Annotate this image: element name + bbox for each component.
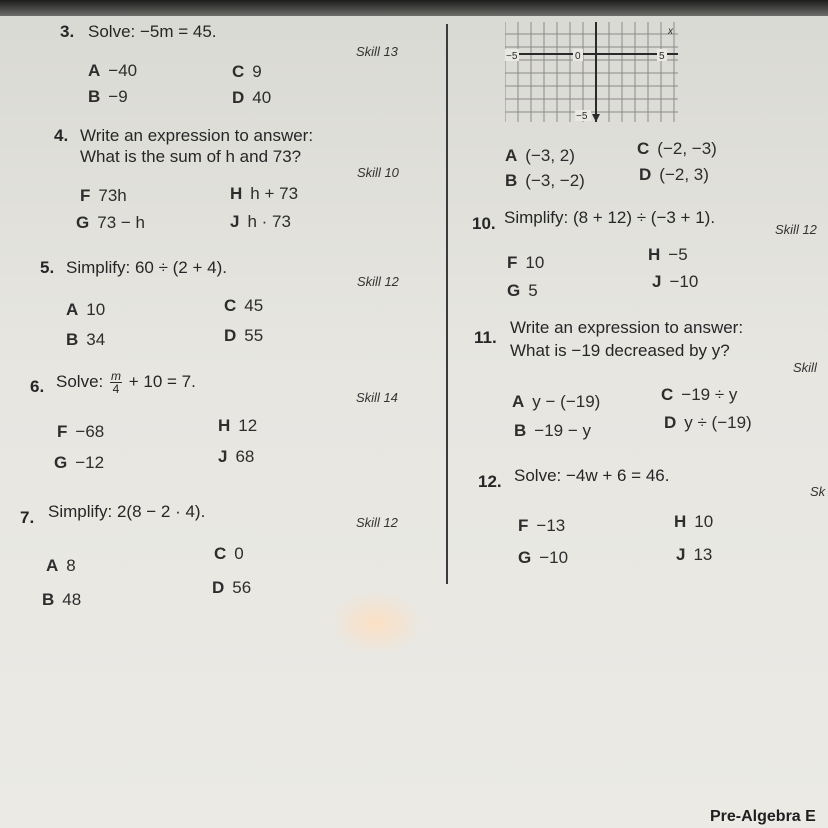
x-tick-neg5: −5 (506, 51, 518, 62)
question-6-skill: Skill 14 (356, 390, 398, 405)
y-axis-arrow (592, 114, 600, 122)
question-9-option-b: B (−3, −2) (505, 171, 585, 190)
question-6-prompt (56, 370, 196, 395)
question-6-fraction (110, 370, 122, 395)
question-6-option-f: F −68 (57, 422, 105, 441)
question-5-option-d: D 55 (224, 326, 264, 345)
question-4-option-j: J h · 73 (230, 212, 291, 231)
question-4-line1: Write an expression to answer: (80, 126, 314, 145)
question-3-number: 3. (60, 22, 75, 41)
question-5-prompt: Simplify: 60 ÷ (2 + 4). (66, 258, 227, 277)
question-10-option-j: J −10 (652, 272, 699, 291)
column-divider (446, 24, 448, 584)
question-6-option-g: G −12 (54, 453, 105, 472)
question-12-option-f: F −13 (518, 516, 566, 535)
question-11-option-c: C −19 ÷ y (661, 385, 738, 404)
question-12-skill: Sk (810, 484, 826, 499)
question-10-option-g: G 5 (507, 281, 538, 300)
light-glare (330, 592, 422, 654)
question-6-option-j: J 68 (218, 447, 255, 466)
question-7-option-d: D 56 (212, 578, 252, 597)
question-4-line2: What is the sum of h and 73? (80, 147, 302, 166)
question-3-option-d: D 40 (232, 88, 272, 107)
question-10-skill: Skill 12 (775, 222, 817, 237)
question-3-option-a: A −40 (88, 61, 138, 80)
y-tick-neg5: −5 (576, 111, 588, 122)
question-7-option-b: B 48 (42, 590, 82, 609)
question-7-number: 7. (20, 508, 35, 527)
photo-top-shadow (0, 0, 828, 16)
question-11-line1: Write an expression to answer: (510, 318, 744, 337)
x-tick-5: 5 (659, 51, 665, 62)
question-3-prompt: Solve: −5m = 45. (88, 22, 217, 41)
question-3-option-b: B −9 (88, 87, 128, 106)
question-6-prompt-suffix: + 10 = 7. (128, 371, 196, 391)
footer-book-title: Pre-Algebra E (710, 808, 816, 825)
question-7-option-a: A 8 (46, 556, 76, 575)
coordinate-grid (505, 22, 678, 122)
question-4-number: 4. (54, 126, 69, 145)
question-12-number: 12. (478, 472, 502, 491)
question-5-option-a: A 10 (66, 300, 106, 319)
question-5-option-c: C 45 (224, 296, 264, 315)
question-3-option-c: C 9 (232, 62, 262, 81)
question-5-number: 5. (40, 258, 55, 277)
question-11-line2: What is −19 decreased by y? (510, 341, 730, 360)
question-11-skill: Skill (793, 360, 817, 375)
question-12-option-h: H 10 (674, 512, 714, 531)
question-11-option-a: A y − (−19) (512, 392, 601, 411)
question-10-prompt: Simplify: (8 + 12) ÷ (−3 + 1). (504, 208, 716, 227)
question-5-option-b: B 34 (66, 330, 106, 349)
question-10-number: 10. (472, 214, 496, 233)
question-12-option-j: J 13 (676, 545, 713, 564)
grid-lines (505, 22, 678, 122)
question-3-skill: Skill 13 (356, 44, 398, 59)
question-7-prompt: Simplify: 2(8 − 2 · 4). (48, 502, 206, 521)
question-9-option-a: A (−3, 2) (505, 146, 575, 165)
question-7-option-c: C 0 (214, 544, 244, 563)
fraction-denominator: 4 (112, 382, 120, 396)
question-6-option-h: H 12 (218, 416, 258, 435)
question-11-number: 11. (474, 328, 497, 347)
question-12-option-g: G −10 (518, 548, 569, 567)
question-10-option-h: H −5 (648, 245, 688, 264)
question-9-option-d: D (−2, 3) (639, 165, 709, 184)
question-10-option-f: F 10 (507, 253, 545, 272)
question-4-option-h: H h + 73 (230, 184, 299, 203)
fraction-numerator: m (110, 369, 121, 383)
question-12-prompt: Solve: −4w + 6 = 46. (514, 466, 670, 485)
question-11-option-d: D y ÷ (−19) (664, 413, 752, 432)
question-4-option-f: F 73h (80, 186, 127, 205)
question-6-prompt-prefix: Solve: (56, 371, 104, 391)
question-11-option-b: B −19 − y (514, 421, 591, 440)
question-6-number: 6. (30, 377, 45, 396)
x-tick-0: 0 (575, 51, 581, 62)
question-9-option-c: C (−2, −3) (637, 139, 717, 158)
question-4-option-g: G 73 − h (76, 213, 145, 232)
x-axis-label: x (668, 26, 673, 37)
question-5-skill: Skill 12 (357, 274, 399, 289)
question-7-skill: Skill 12 (356, 515, 398, 530)
question-4-skill: Skill 10 (357, 165, 399, 180)
